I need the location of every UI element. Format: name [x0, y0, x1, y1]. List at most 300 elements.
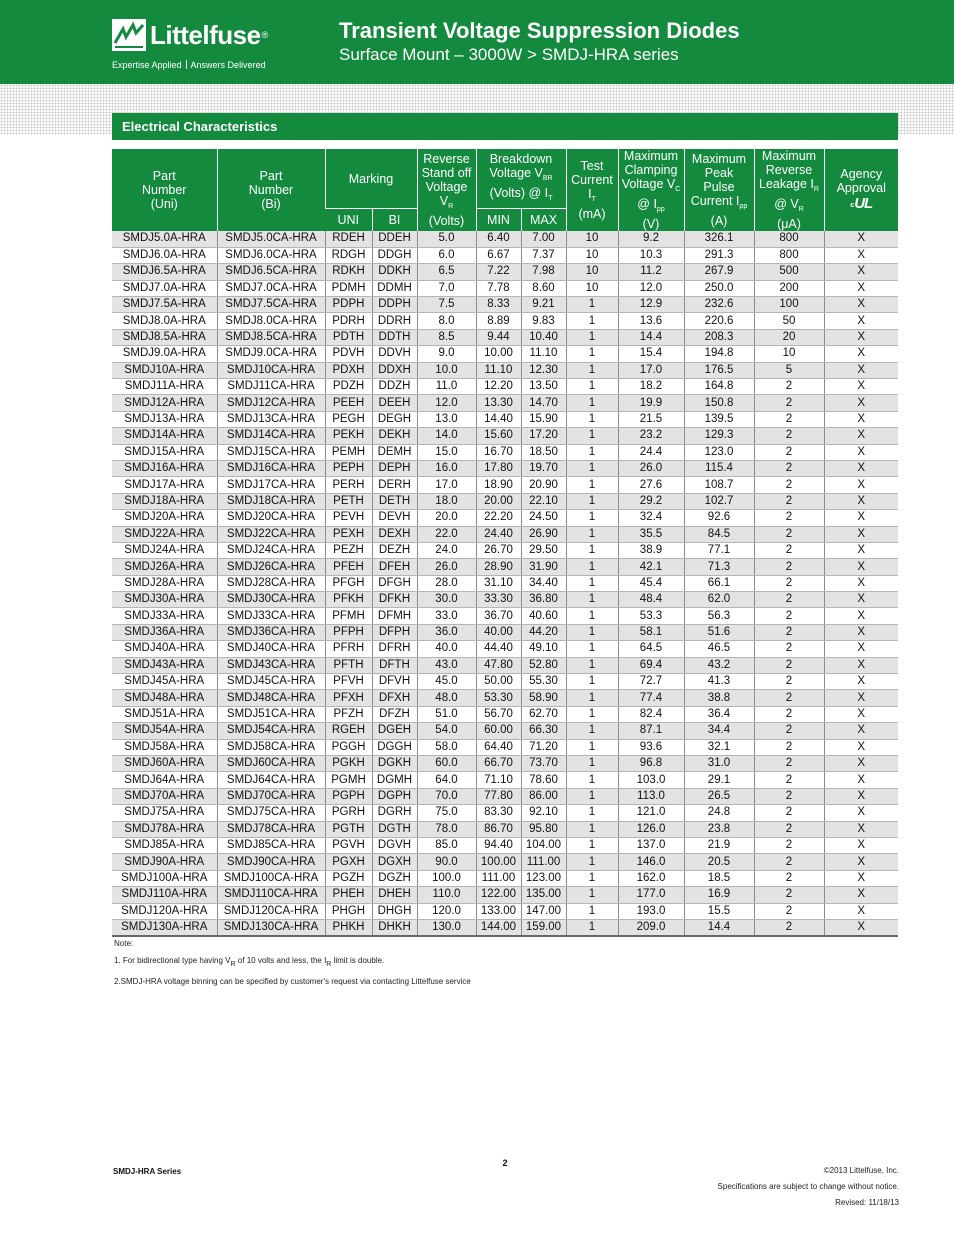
- cell-ipp: 150.8: [684, 395, 754, 411]
- cell-ir: 2: [754, 526, 824, 542]
- cell-vr: 51.0: [417, 706, 476, 722]
- cell-marking-bi: DGKH: [372, 756, 417, 772]
- table-row: [112, 362, 898, 378]
- cell-part-bi: SMDJ75CA-HRA: [217, 805, 325, 821]
- notes: [114, 938, 894, 993]
- cell-vr: 13.0: [417, 411, 476, 427]
- cell-vc: 69.4: [618, 657, 684, 673]
- cell-marking-uni: PDTH: [325, 329, 372, 345]
- cell-vc: 96.8: [618, 756, 684, 772]
- cell-part-uni: SMDJ12A-HRA: [112, 395, 217, 411]
- cell-part-bi: SMDJ54CA-HRA: [217, 723, 325, 739]
- cell-vbr-min: 53.30: [476, 690, 521, 706]
- table-row: [112, 887, 898, 903]
- cell-it: 1: [566, 788, 618, 804]
- cell-vbr-min: 31.10: [476, 575, 521, 591]
- footer-series: SMDJ-HRA Series: [113, 1167, 182, 1176]
- cell-vr: 20.0: [417, 510, 476, 526]
- cell-vbr-min: 11.10: [476, 362, 521, 378]
- cell-vc: 15.4: [618, 346, 684, 362]
- cell-ir: 2: [754, 674, 824, 690]
- cell-it: 1: [566, 444, 618, 460]
- cell-agency: X: [824, 264, 898, 280]
- cell-vbr-min: 22.20: [476, 510, 521, 526]
- cell-vr: 18.0: [417, 493, 476, 509]
- cell-marking-uni: RDKH: [325, 264, 372, 280]
- header-vbr-max: MAX: [521, 209, 566, 231]
- footer-legal: [718, 1163, 899, 1211]
- cell-ipp: 84.5: [684, 526, 754, 542]
- cell-marking-uni: PHKH: [325, 919, 372, 936]
- cell-part-bi: SMDJ17CA-HRA: [217, 477, 325, 493]
- cell-vc: 24.4: [618, 444, 684, 460]
- cell-agency: X: [824, 870, 898, 886]
- cell-ipp: 51.6: [684, 624, 754, 640]
- cell-it: 1: [566, 460, 618, 476]
- cell-vbr-max: 147.00: [521, 903, 566, 919]
- header-marking-bi: BI: [372, 209, 417, 231]
- cell-part-uni: SMDJ130A-HRA: [112, 919, 217, 936]
- cell-vc: 82.4: [618, 706, 684, 722]
- table-row: [112, 477, 898, 493]
- header-it: Test Current $I_T$ (mA): [566, 149, 618, 231]
- cell-part-uni: SMDJ36A-HRA: [112, 624, 217, 640]
- cell-it: 1: [566, 559, 618, 575]
- cell-ipp: 102.7: [684, 493, 754, 509]
- cell-part-uni: SMDJ78A-HRA: [112, 821, 217, 837]
- cell-it: 1: [566, 624, 618, 640]
- cell-marking-uni: PEXH: [325, 526, 372, 542]
- cell-agency: X: [824, 657, 898, 673]
- cell-part-uni: SMDJ90A-HRA: [112, 854, 217, 870]
- cell-vr: 40.0: [417, 641, 476, 657]
- cell-it: 1: [566, 329, 618, 345]
- cell-vc: 177.0: [618, 887, 684, 903]
- cell-vbr-max: 36.80: [521, 592, 566, 608]
- cell-vbr-min: 133.00: [476, 903, 521, 919]
- cell-agency: X: [824, 346, 898, 362]
- cell-it: 1: [566, 919, 618, 936]
- cell-agency: X: [824, 641, 898, 657]
- cell-marking-bi: DGVH: [372, 837, 417, 853]
- cell-marking-bi: DDMH: [372, 280, 417, 296]
- cell-part-bi: SMDJ7.5CA-HRA: [217, 297, 325, 313]
- cell-marking-bi: DFXH: [372, 690, 417, 706]
- cell-vbr-max: 78.60: [521, 772, 566, 788]
- cell-agency: X: [824, 723, 898, 739]
- cell-vc: 93.6: [618, 739, 684, 755]
- cell-ir: 10: [754, 346, 824, 362]
- brand-name: Littelfuse: [150, 20, 261, 50]
- cell-it: 1: [566, 657, 618, 673]
- cell-vr: 48.0: [417, 690, 476, 706]
- cell-ipp: 26.5: [684, 788, 754, 804]
- cell-ir: 2: [754, 903, 824, 919]
- cell-vr: 33.0: [417, 608, 476, 624]
- cell-part-bi: SMDJ10CA-HRA: [217, 362, 325, 378]
- cell-part-uni: SMDJ100A-HRA: [112, 870, 217, 886]
- cell-ir: 2: [754, 756, 824, 772]
- cell-part-bi: SMDJ60CA-HRA: [217, 756, 325, 772]
- cell-vbr-min: 94.40: [476, 837, 521, 853]
- cell-marking-uni: PFRH: [325, 641, 372, 657]
- cell-ipp: 23.8: [684, 821, 754, 837]
- cell-part-bi: SMDJ13CA-HRA: [217, 411, 325, 427]
- cell-ipp: 56.3: [684, 608, 754, 624]
- cell-part-bi: SMDJ40CA-HRA: [217, 641, 325, 657]
- cell-part-bi: SMDJ64CA-HRA: [217, 772, 325, 788]
- cell-marking-uni: PGPH: [325, 788, 372, 804]
- cell-part-uni: SMDJ17A-HRA: [112, 477, 217, 493]
- cell-vr: 90.0: [417, 854, 476, 870]
- cell-vc: 162.0: [618, 870, 684, 886]
- cell-part-uni: SMDJ18A-HRA: [112, 493, 217, 509]
- cell-vr: 64.0: [417, 772, 476, 788]
- cell-part-bi: SMDJ48CA-HRA: [217, 690, 325, 706]
- table-row: [112, 690, 898, 706]
- cell-it: 1: [566, 526, 618, 542]
- cell-it: 1: [566, 805, 618, 821]
- cell-agency: X: [824, 919, 898, 936]
- cell-ir: 2: [754, 575, 824, 591]
- cell-ir: 2: [754, 395, 824, 411]
- table-row: [112, 379, 898, 395]
- cell-part-uni: SMDJ60A-HRA: [112, 756, 217, 772]
- cell-agency: X: [824, 247, 898, 263]
- cell-part-bi: SMDJ11CA-HRA: [217, 379, 325, 395]
- table-row: [112, 674, 898, 690]
- cell-part-bi: SMDJ12CA-HRA: [217, 395, 325, 411]
- cell-vr: 24.0: [417, 542, 476, 558]
- page-title: Transient Voltage Suppression Diodes: [339, 18, 740, 43]
- cell-it: 1: [566, 379, 618, 395]
- cell-agency: X: [824, 477, 898, 493]
- cell-marking-uni: PEPH: [325, 460, 372, 476]
- cell-it: 1: [566, 297, 618, 313]
- table-row: [112, 493, 898, 509]
- table-row: [112, 641, 898, 657]
- cell-agency: X: [824, 887, 898, 903]
- cell-ir: 2: [754, 690, 824, 706]
- table-row: [112, 903, 898, 919]
- cell-marking-bi: DHGH: [372, 903, 417, 919]
- cell-marking-uni: RGEH: [325, 723, 372, 739]
- cell-part-uni: SMDJ28A-HRA: [112, 575, 217, 591]
- cell-vbr-max: 71.20: [521, 739, 566, 755]
- cell-part-uni: SMDJ58A-HRA: [112, 739, 217, 755]
- cell-vc: 209.0: [618, 919, 684, 936]
- cell-agency: X: [824, 526, 898, 542]
- cell-part-bi: SMDJ45CA-HRA: [217, 674, 325, 690]
- table-row: [112, 329, 898, 345]
- table-row: [112, 247, 898, 263]
- cell-ir: 2: [754, 411, 824, 427]
- cell-it: 1: [566, 575, 618, 591]
- cell-part-uni: SMDJ85A-HRA: [112, 837, 217, 853]
- cell-ipp: 21.9: [684, 837, 754, 853]
- notes-label: Note:: [114, 939, 134, 948]
- cell-vc: 29.2: [618, 493, 684, 509]
- cell-vbr-max: 8.60: [521, 280, 566, 296]
- cell-vc: 18.2: [618, 379, 684, 395]
- cell-it: 1: [566, 362, 618, 378]
- cell-part-uni: SMDJ14A-HRA: [112, 428, 217, 444]
- cell-vr: 6.5: [417, 264, 476, 280]
- cell-vbr-max: 34.40: [521, 575, 566, 591]
- cell-vr: 75.0: [417, 805, 476, 821]
- cell-it: 10: [566, 231, 618, 247]
- cell-ir: 2: [754, 805, 824, 821]
- cell-marking-bi: DFMH: [372, 608, 417, 624]
- cell-vbr-min: 8.89: [476, 313, 521, 329]
- cell-marking-bi: DGZH: [372, 870, 417, 886]
- cell-marking-uni: PDRH: [325, 313, 372, 329]
- table-row: [112, 346, 898, 362]
- cell-it: 1: [566, 674, 618, 690]
- cell-part-bi: SMDJ8.5CA-HRA: [217, 329, 325, 345]
- cell-vr: 5.0: [417, 231, 476, 247]
- cell-ir: 2: [754, 870, 824, 886]
- cell-vbr-max: 159.00: [521, 919, 566, 936]
- cell-vr: 60.0: [417, 756, 476, 772]
- cell-vbr-min: 16.70: [476, 444, 521, 460]
- cell-vbr-min: 26.70: [476, 542, 521, 558]
- cell-ir: 2: [754, 739, 824, 755]
- cell-vr: 78.0: [417, 821, 476, 837]
- cell-marking-bi: DDPH: [372, 297, 417, 313]
- cell-ipp: 92.6: [684, 510, 754, 526]
- cell-it: 1: [566, 313, 618, 329]
- cell-part-bi: SMDJ85CA-HRA: [217, 837, 325, 853]
- littelfuse-logo: Littelfuse® Expertise Applied Answers Delivered: [112, 20, 268, 70]
- cell-marking-uni: PFGH: [325, 575, 372, 591]
- cell-part-uni: SMDJ110A-HRA: [112, 887, 217, 903]
- cell-ir: 2: [754, 542, 824, 558]
- tagline-left: Expertise Applied: [112, 60, 182, 70]
- cell-agency: X: [824, 411, 898, 427]
- cell-ipp: 36.4: [684, 706, 754, 722]
- cell-vbr-min: 13.30: [476, 395, 521, 411]
- cell-vr: 54.0: [417, 723, 476, 739]
- cell-part-uni: SMDJ33A-HRA: [112, 608, 217, 624]
- cell-part-bi: SMDJ24CA-HRA: [217, 542, 325, 558]
- cell-vr: 110.0: [417, 887, 476, 903]
- cell-ir: 2: [754, 510, 824, 526]
- cell-it: 1: [566, 706, 618, 722]
- cell-agency: X: [824, 690, 898, 706]
- table-row: [112, 231, 898, 247]
- header-vc: Maximum Clamping Voltage $V_C$ @ $I_{pp}$ (V): [618, 149, 684, 231]
- cell-vr: 12.0: [417, 395, 476, 411]
- table-row: [112, 526, 898, 542]
- cell-marking-bi: DGRH: [372, 805, 417, 821]
- cell-vbr-min: 24.40: [476, 526, 521, 542]
- cell-part-bi: SMDJ6.0CA-HRA: [217, 247, 325, 263]
- cell-part-bi: SMDJ90CA-HRA: [217, 854, 325, 870]
- cell-ir: 5: [754, 362, 824, 378]
- cell-vbr-max: 111.00: [521, 854, 566, 870]
- cell-marking-uni: PGMH: [325, 772, 372, 788]
- cell-marking-bi: DFTH: [372, 657, 417, 673]
- cell-ir: 2: [754, 641, 824, 657]
- cell-marking-uni: PFZH: [325, 706, 372, 722]
- header-ipp: Maximum Peak Pulse Current $I_{pp}$ (A): [684, 149, 754, 231]
- cell-vbr-max: 10.40: [521, 329, 566, 345]
- cell-ipp: 14.4: [684, 919, 754, 936]
- cell-vbr-min: 111.00: [476, 870, 521, 886]
- cell-vc: 11.2: [618, 264, 684, 280]
- cell-vc: 14.4: [618, 329, 684, 345]
- cell-vbr-max: 11.10: [521, 346, 566, 362]
- cell-marking-bi: DEXH: [372, 526, 417, 542]
- cell-vr: 14.0: [417, 428, 476, 444]
- cell-part-uni: SMDJ22A-HRA: [112, 526, 217, 542]
- cell-ipp: 250.0: [684, 280, 754, 296]
- cell-it: 1: [566, 395, 618, 411]
- cell-vbr-min: 86.70: [476, 821, 521, 837]
- cell-vr: 43.0: [417, 657, 476, 673]
- cell-it: 1: [566, 887, 618, 903]
- table-row: [112, 706, 898, 722]
- cell-ipp: 43.2: [684, 657, 754, 673]
- cell-ipp: 139.5: [684, 411, 754, 427]
- cell-vbr-min: 28.90: [476, 559, 521, 575]
- cell-part-bi: SMDJ26CA-HRA: [217, 559, 325, 575]
- cell-vbr-max: 66.30: [521, 723, 566, 739]
- cell-ir: 2: [754, 772, 824, 788]
- cell-marking-uni: PGGH: [325, 739, 372, 755]
- cell-ipp: 220.6: [684, 313, 754, 329]
- table-row: [112, 444, 898, 460]
- cell-vc: 48.4: [618, 592, 684, 608]
- cell-vr: 30.0: [417, 592, 476, 608]
- cell-agency: X: [824, 805, 898, 821]
- cell-it: 1: [566, 690, 618, 706]
- cell-ir: 2: [754, 428, 824, 444]
- cell-vbr-max: 49.10: [521, 641, 566, 657]
- cell-part-bi: SMDJ130CA-HRA: [217, 919, 325, 936]
- cell-marking-uni: PDPH: [325, 297, 372, 313]
- cell-marking-bi: DEPH: [372, 460, 417, 476]
- cell-part-bi: SMDJ30CA-HRA: [217, 592, 325, 608]
- cell-vr: 85.0: [417, 837, 476, 853]
- cell-vbr-min: 6.40: [476, 231, 521, 247]
- cell-marking-bi: DGEH: [372, 723, 417, 739]
- cell-part-uni: SMDJ6.0A-HRA: [112, 247, 217, 263]
- cell-it: 1: [566, 837, 618, 853]
- cell-ir: 200: [754, 280, 824, 296]
- cell-vbr-max: 29.50: [521, 542, 566, 558]
- cell-vc: 10.3: [618, 247, 684, 263]
- table-row: [112, 395, 898, 411]
- table-row: [112, 723, 898, 739]
- cell-vbr-min: 40.00: [476, 624, 521, 640]
- cell-marking-uni: PDVH: [325, 346, 372, 362]
- cell-marking-uni: RDEH: [325, 231, 372, 247]
- cell-marking-bi: DDRH: [372, 313, 417, 329]
- cell-ir: 2: [754, 788, 824, 804]
- cell-ipp: 164.8: [684, 379, 754, 395]
- table-row: [112, 870, 898, 886]
- cell-agency: X: [824, 395, 898, 411]
- cell-part-uni: SMDJ16A-HRA: [112, 460, 217, 476]
- cell-marking-uni: PEGH: [325, 411, 372, 427]
- cell-vr: 7.5: [417, 297, 476, 313]
- cell-part-bi: SMDJ20CA-HRA: [217, 510, 325, 526]
- cell-vc: 23.2: [618, 428, 684, 444]
- header-marking-uni: UNI: [325, 209, 372, 231]
- cell-ir: 2: [754, 444, 824, 460]
- cell-it: 1: [566, 477, 618, 493]
- section-title: Electrical Characteristics: [112, 113, 898, 140]
- cell-marking-bi: DFGH: [372, 575, 417, 591]
- cell-agency: X: [824, 772, 898, 788]
- cell-marking-uni: PFXH: [325, 690, 372, 706]
- cell-vbr-min: 56.70: [476, 706, 521, 722]
- cell-marking-uni: PHEH: [325, 887, 372, 903]
- cell-marking-uni: PFEH: [325, 559, 372, 575]
- cell-vr: 10.0: [417, 362, 476, 378]
- cell-part-bi: SMDJ43CA-HRA: [217, 657, 325, 673]
- cell-agency: X: [824, 297, 898, 313]
- cell-agency: X: [824, 854, 898, 870]
- cell-ipp: 115.4: [684, 460, 754, 476]
- cell-vbr-min: 6.67: [476, 247, 521, 263]
- cell-ipp: 34.4: [684, 723, 754, 739]
- cell-ipp: 123.0: [684, 444, 754, 460]
- cell-vc: 19.9: [618, 395, 684, 411]
- cell-agency: X: [824, 231, 898, 247]
- table-row: [112, 592, 898, 608]
- cell-agency: X: [824, 559, 898, 575]
- cell-vbr-max: 24.50: [521, 510, 566, 526]
- cell-part-bi: SMDJ33CA-HRA: [217, 608, 325, 624]
- cell-ir: 2: [754, 657, 824, 673]
- cell-part-uni: SMDJ43A-HRA: [112, 657, 217, 673]
- cell-part-uni: SMDJ8.5A-HRA: [112, 329, 217, 345]
- cell-it: 1: [566, 428, 618, 444]
- cell-vr: 120.0: [417, 903, 476, 919]
- cell-vbr-min: 44.40: [476, 641, 521, 657]
- cell-marking-uni: PERH: [325, 477, 372, 493]
- cell-marking-uni: PEZH: [325, 542, 372, 558]
- cell-ir: 2: [754, 821, 824, 837]
- cell-part-uni: SMDJ120A-HRA: [112, 903, 217, 919]
- cell-part-uni: SMDJ15A-HRA: [112, 444, 217, 460]
- cell-part-bi: SMDJ70CA-HRA: [217, 788, 325, 804]
- header-part-bi: Part Number (Bi): [217, 149, 325, 231]
- cell-vr: 8.0: [417, 313, 476, 329]
- cell-ir: 100: [754, 297, 824, 313]
- cell-ipp: 326.1: [684, 231, 754, 247]
- table-row: [112, 280, 898, 296]
- cell-marking-uni: PFTH: [325, 657, 372, 673]
- cell-part-bi: SMDJ8.0CA-HRA: [217, 313, 325, 329]
- header-marking: Marking: [325, 149, 417, 209]
- cell-vbr-max: 92.10: [521, 805, 566, 821]
- cell-part-uni: SMDJ11A-HRA: [112, 379, 217, 395]
- cell-part-uni: SMDJ8.0A-HRA: [112, 313, 217, 329]
- header-ir: Maximum Reverse Leakage $I_R$ @ $V_R$ (μA): [754, 149, 824, 231]
- cell-agency: X: [824, 837, 898, 853]
- cell-vr: 58.0: [417, 739, 476, 755]
- cell-ir: 20: [754, 329, 824, 345]
- cell-agency: X: [824, 280, 898, 296]
- cell-it: 1: [566, 411, 618, 427]
- cell-agency: X: [824, 674, 898, 690]
- cell-vbr-min: 14.40: [476, 411, 521, 427]
- cell-vbr-max: 55.30: [521, 674, 566, 690]
